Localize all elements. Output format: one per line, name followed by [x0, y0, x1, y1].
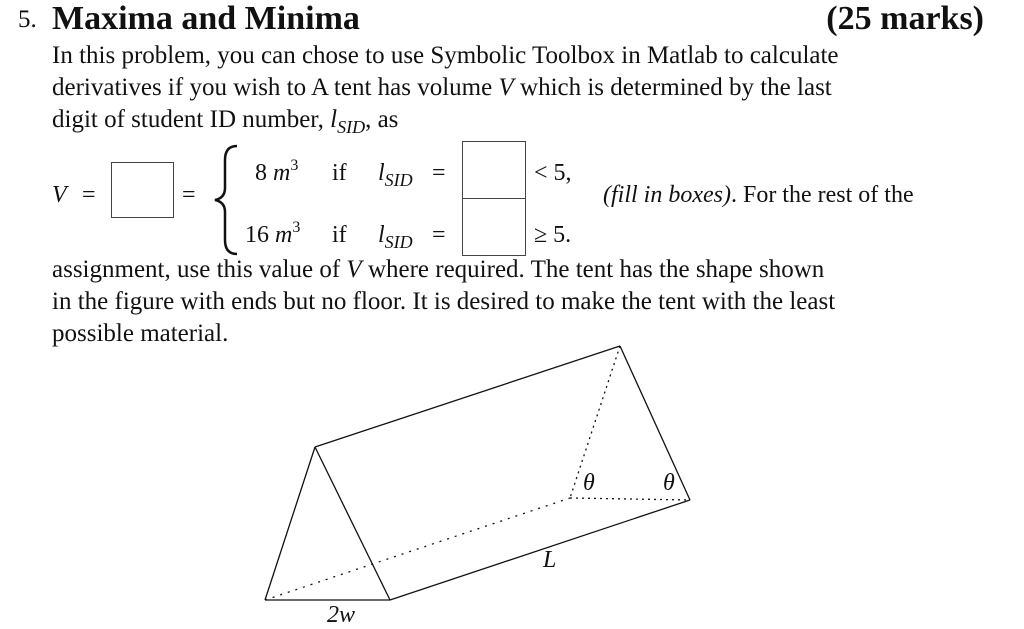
case2-unit: m	[275, 222, 293, 248]
sid-subscript: SID	[384, 232, 413, 252]
intro-line-1: In this problem, you can chose to use Symbolic Toolbox in Matlab to calculate	[52, 42, 839, 69]
sid-symbol: l	[378, 160, 385, 186]
body-text: assignment, use this value of	[52, 256, 347, 283]
note-continuation: . For the rest of the	[730, 182, 914, 208]
case1-unit: m	[273, 160, 291, 186]
equation-lhs: V	[52, 182, 67, 208]
theta-right-label: θ	[663, 470, 675, 496]
case2-cond: ≥ 5.	[534, 222, 572, 248]
sid-subscript: SID	[337, 117, 366, 137]
equals-sign: =	[432, 160, 446, 186]
width-label: 2w	[327, 602, 356, 628]
volume-symbol: V	[346, 256, 362, 283]
sid-subscript: SID	[384, 170, 413, 190]
tent-diagram	[265, 346, 690, 600]
body-text: where required. The tent has the shape shown	[361, 256, 825, 283]
question-title: Maxima and Minima	[52, 0, 360, 37]
equals-sign: =	[182, 182, 196, 208]
intro-text: digit of student ID number,	[52, 106, 331, 133]
case2-exponent: 3	[292, 219, 301, 236]
question-number: 5.	[18, 6, 37, 33]
case1-value: 8	[255, 160, 267, 186]
intro-text: derivatives if you wish to A tent has volume	[52, 74, 499, 101]
cases-brace	[215, 146, 237, 254]
case1-if: if	[332, 160, 347, 186]
theta-left-label: θ	[583, 470, 595, 496]
length-label: L	[543, 547, 557, 573]
marks-label: (25 marks)	[826, 0, 984, 37]
case1-exponent: 3	[290, 157, 299, 174]
fill-in-boxes-text: (fill in boxes)	[603, 182, 731, 208]
equals-sign: =	[432, 222, 446, 248]
volume-symbol: V	[498, 74, 514, 101]
equals-sign: =	[82, 182, 96, 208]
case2-value: 16	[245, 222, 269, 248]
body-line-5: in the figure with ends but no floor. It is desired to make the tent with the least	[52, 288, 836, 315]
body-line-6: possible material.	[52, 320, 229, 347]
case2-if: if	[332, 222, 347, 248]
case1-cond: < 5,	[534, 160, 572, 186]
sid-symbol: l	[330, 106, 338, 133]
sid-symbol: l	[378, 222, 385, 248]
intro-text: , as	[365, 106, 399, 133]
intro-text: which is determined by the last	[513, 74, 832, 101]
